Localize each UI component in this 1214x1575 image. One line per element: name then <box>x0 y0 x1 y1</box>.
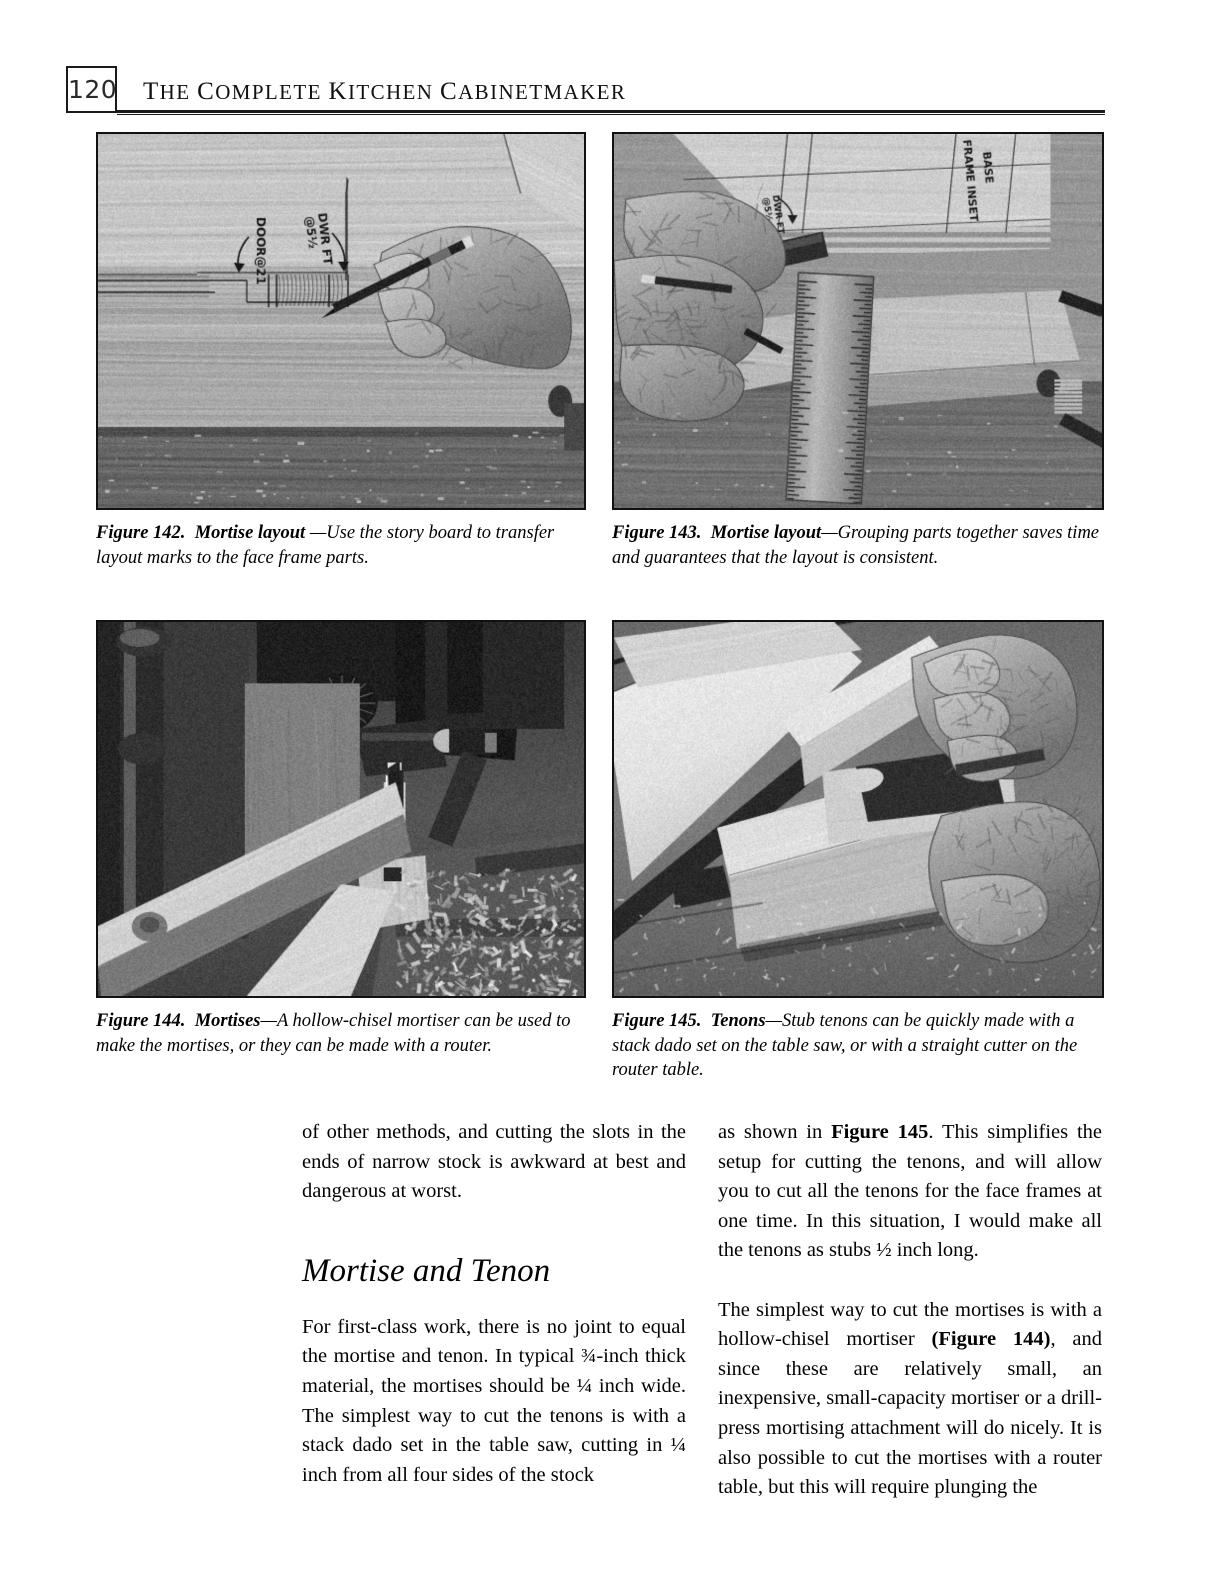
running-title-w3-cap: K <box>328 78 348 105</box>
figure-143-caption <box>612 521 1104 570</box>
figure-142-text: Use the story board to transfer layout marks to the face frame parts. <box>96 523 555 568</box>
running-title-w4-cap: C <box>440 78 459 105</box>
figure-144-topic: Mortises <box>194 1011 261 1031</box>
right-p1-part-b: . This simplifies the setup for cutting the tenons, and will allow you to cut all the tenons for the face frames at one time. In this situation, I would make all the tenons as stubs ½ inch long. <box>718 1121 1102 1262</box>
body-column-right <box>718 1118 1102 1503</box>
figure-142-label: Figure 142. <box>96 523 186 543</box>
figure-142-topic: Mortise layout <box>194 523 306 543</box>
figure-145 <box>612 620 1104 1083</box>
right-p2-part-b: , and since these are relatively small, an inexpensive, small-capacity mortiser or a drill-press mortising attachment will do nicely. It is also possible to cut the mortises with a router table, but this will require plunging the <box>718 1328 1102 1499</box>
running-title-w3-rest: ITCHEN <box>347 80 434 104</box>
right-p2-part-a: The simplest way to cut the mortises is with a hollow-chisel mortiser <box>718 1298 1102 1351</box>
header-rule-secondary <box>117 114 1105 115</box>
figure-143-text: Grouping parts together saves time and guarantees that the layout is consistent. <box>612 523 1100 568</box>
figure-142-dash: — <box>305 523 327 543</box>
section-heading-mortise-and-tenon: Mortise and Tenon <box>302 1252 551 1289</box>
figure-145-caption <box>612 1009 1104 1083</box>
figure-144-label: Figure 144. <box>96 1011 186 1031</box>
figure-143 <box>612 132 1104 570</box>
page-number: 120 <box>68 74 118 104</box>
figure-145-label: Figure 145. <box>612 1011 702 1031</box>
header-rule <box>117 110 1105 113</box>
right-paragraph-1 <box>718 1118 1102 1266</box>
figure-145-dash: — <box>765 1011 782 1031</box>
figure-143-photo <box>612 132 1104 510</box>
figure-145-text: Stub tenons can be quickly made with a stack dado set on the table saw, or with a straight cutter on the router table. <box>612 1011 1078 1080</box>
right-p1-part-a: as shown in <box>718 1121 832 1143</box>
figure-144 <box>96 620 586 1058</box>
body-column-left <box>302 1118 686 1490</box>
running-title-w2-cap: C <box>197 78 216 105</box>
running-title-w1-cap: T <box>143 78 160 105</box>
figure-142-photo <box>96 132 586 510</box>
left-paragraph-1: of other methods, and cutting the slots in the ends of narrow stock is awkward at best and dangerous at worst. <box>302 1121 686 1203</box>
figure-145-topic: Tenons <box>710 1011 766 1031</box>
running-title-w4-rest: ABINETMAKER <box>458 80 627 104</box>
right-paragraph-2 <box>718 1296 1102 1503</box>
right-p1-figure-reference: Figure 145 <box>831 1121 929 1143</box>
left-paragraph-2: For first-class work, there is no joint to equal the mortise and tenon. In typical ¾-inch thick material, the mortises should be ¼ inch wide. The simplest way to cut the tenons is with a stack dado set in the table saw, cutting in ¼ inch from all four sides of the stock <box>302 1315 686 1486</box>
right-p2-figure-reference: (Figure 144) <box>931 1328 1051 1351</box>
figure-144-dash: — <box>260 1011 277 1031</box>
running-title-w2-rest: OMPLETE <box>215 80 322 104</box>
figure-144-text: A hollow-chisel mortiser can be used to make the mortises, or they can be made with a router. <box>96 1011 571 1056</box>
running-title <box>143 78 626 106</box>
figure-145-photo <box>612 620 1104 998</box>
figure-143-dash: — <box>821 523 838 543</box>
page-number-box <box>66 66 117 113</box>
figure-142-caption <box>96 521 586 570</box>
figure-143-label: Figure 143. <box>612 523 702 543</box>
figure-143-topic: Mortise layout <box>710 523 822 543</box>
figure-144-caption <box>96 1009 586 1058</box>
figure-144-photo <box>96 620 586 998</box>
running-title-w1-rest: HE <box>159 80 191 104</box>
figure-142 <box>96 132 586 570</box>
